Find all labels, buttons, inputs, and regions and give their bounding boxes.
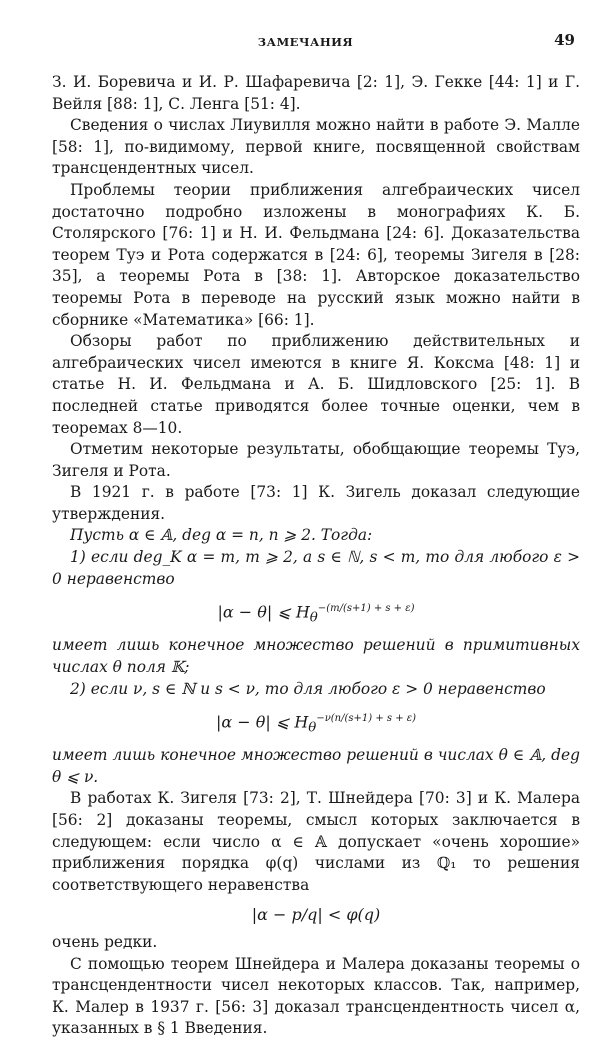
paragraph-1: З. И. Боревича и И. Р. Шафаревича [2: 1], Э. Гекке [44: 1] и Г. Вейля [88: 1], С. Ленга [51: 4]. (52, 73, 580, 113)
formula-2-subscript: θ (308, 720, 317, 736)
formula-1 (52, 598, 580, 629)
paragraph-13: очень редки. (52, 933, 158, 951)
paragraph-11: имеет лишь конечное множество решений в числах θ ∈ 𝔸, deg θ ⩽ ν. (52, 746, 580, 786)
paragraph-7: Пусть α ∈ 𝔸, deg α = n, n ⩾ 2. Тогда: (70, 526, 373, 545)
paragraph-5: Отметим некоторые результаты, обобщающие теоремы Туэ, Зигеля и Рота. (52, 440, 580, 480)
formula-1-exponent: −(m/(s+1) + s + ε) (317, 603, 415, 615)
page-body (52, 72, 580, 1040)
running-title: ЗАМЕЧАНИЯ (257, 35, 354, 49)
page-header (0, 30, 611, 54)
formula-2-exponent: −ν(n/(s+1) + s + ε) (316, 713, 417, 725)
paragraph-2: Сведения о числах Лиувилля можно найти в работе Э. Малле [58: 1], по-видимому, первой книге, посвященной свойствам трансцендентных чисел. (52, 116, 580, 178)
paragraph-8: 1) если deg_K α = m, m ⩾ 2, a s ∈ ℕ, s < m, то для любого ε > 0 неравенство (52, 548, 580, 588)
formula-1-lhs: |α − θ| ⩽ H (217, 602, 310, 622)
paragraph-9: имеет лишь конечное множество решений в примитивных числах θ поля 𝕂; (52, 636, 580, 676)
paragraph-3: Проблемы теории приближения алгебраических чисел достаточно подробно изложены в монографиях К. Б. Столярского [76: 1] и Н. И. Фельдмана [24: 6]. Доказательства теорем Туэ и Рота содержатся в [24: 6], теоремы Зигеля в [28: 35], а теоремы Рота в [38: 1]. Авторское доказательство теоремы Рота в переводе на русский язык можно найти в сборнике «Математика» [66: 1]. (52, 180, 580, 329)
formula-3: |α − p/q| < φ(q) (251, 905, 381, 925)
paragraph-4: Обзоры работ по приближению действительных и алгебраических чисел имеются в книге Я. Коксма [48: 1] и статье Н. И. Фельдмана и А. Б. Шидловского [25: 1]. В последней статье приводятся более точные оценки, чем в теоремах 8—10. (52, 332, 580, 437)
paragraph-12: В работах К. Зигеля [73: 2], Т. Шнейдера [70: 3] и К. Малера [56: 2] доказаны теоремы, смысл которых заключается в следующем: если число α ∈ 𝔸 допускает «очень хорошие» приближения порядка φ(q) числами из ℚ₁ то решения соответствующего неравенства (52, 789, 580, 894)
formula-1-subscript: θ (309, 610, 318, 626)
formula-2-lhs: |α − θ| ⩽ H (215, 712, 309, 732)
paragraph-6: В 1921 г. в работе [73: 1] К. Зигель доказал следующие утверждения. (52, 483, 580, 523)
page-number: 49 (554, 31, 575, 49)
formula-2 (52, 708, 580, 739)
paragraph-14: С помощью теорем Шнейдера и Малера доказаны теоремы о трансцендентности чисел некоторых классов. Так, например, К. Малер в 1937 г. [56: 3] доказал трансцендентность чисел α, указанных в § 1 Введения. (52, 954, 580, 1038)
paragraph-10: 2) если ν, s ∈ ℕ и s < ν, то для любого ε > 0 неравенство (70, 679, 546, 698)
